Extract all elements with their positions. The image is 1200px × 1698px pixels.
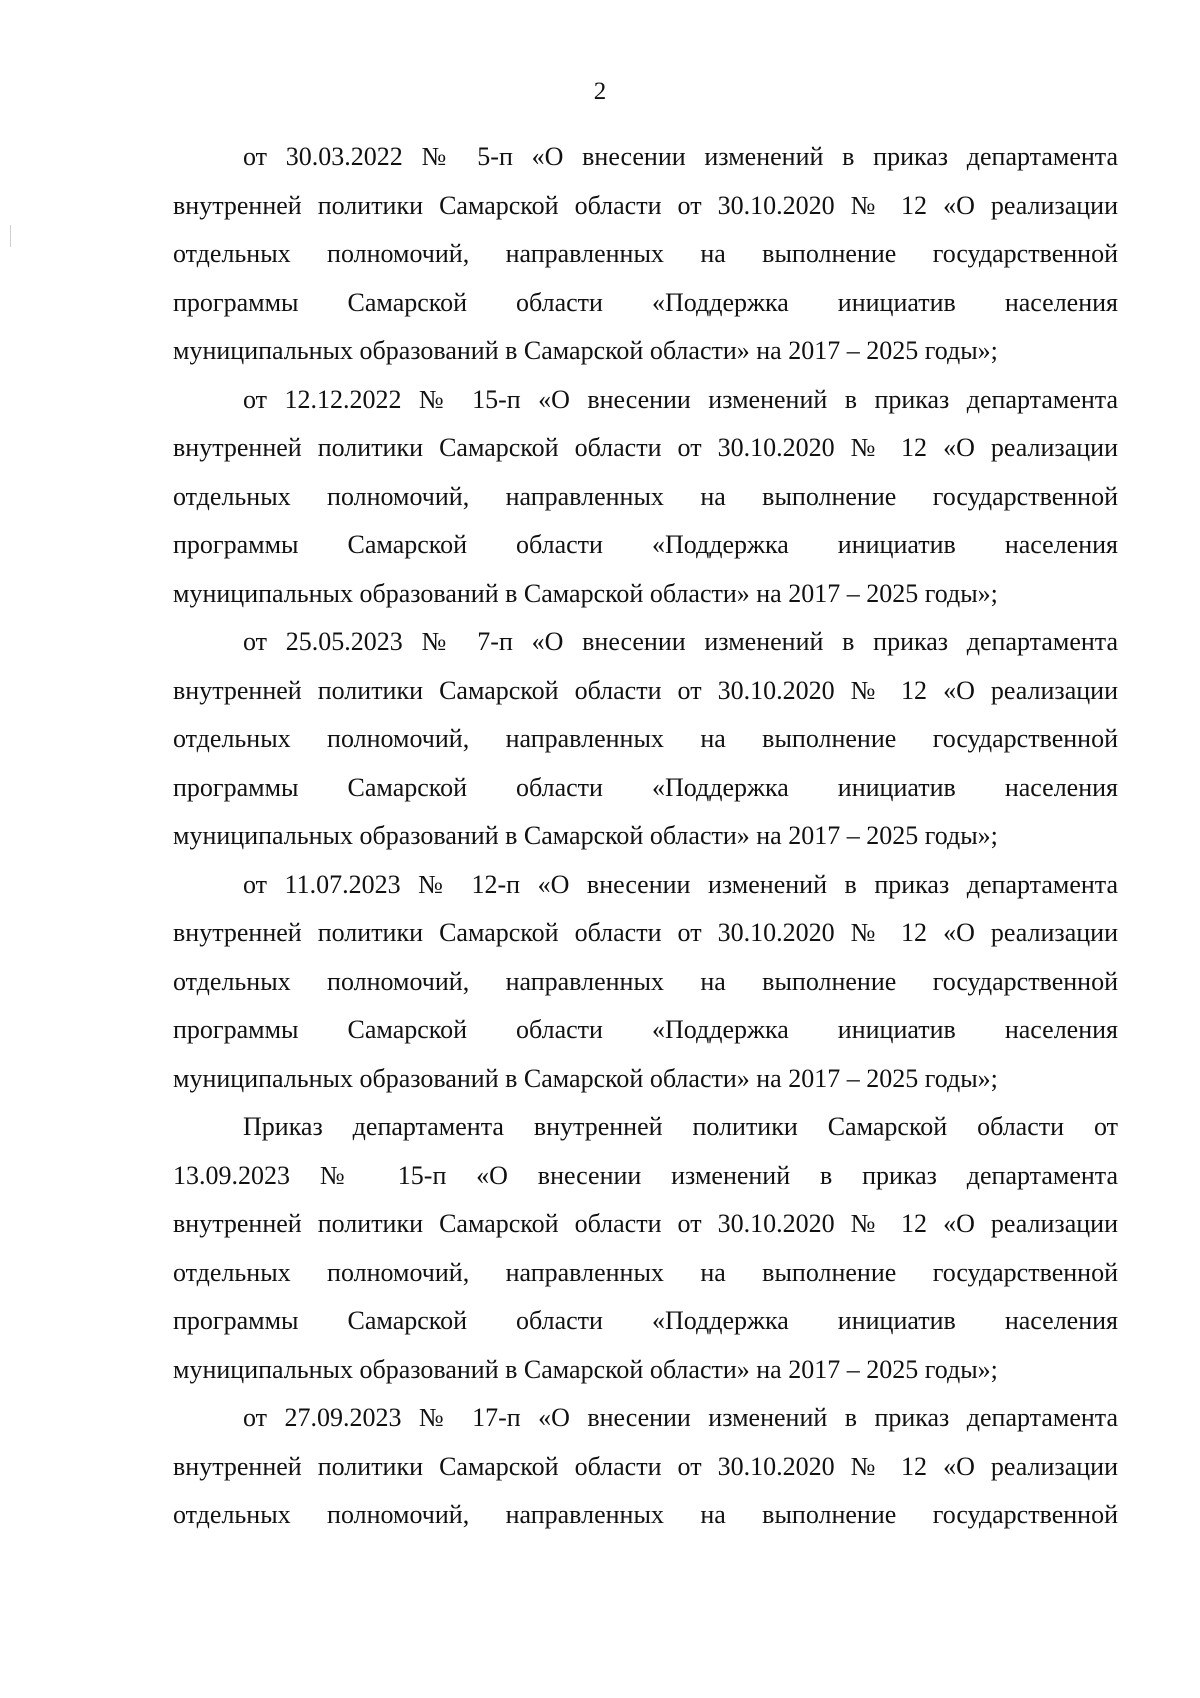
text-line: программы Самарской области «Поддержка инициатив населения bbox=[173, 772, 1118, 802]
paragraph bbox=[173, 861, 1118, 1104]
text-line: отдельных полномочий, направленных на выполнение государственной bbox=[173, 481, 1118, 511]
text-line: внутренней политики Самарской области от 30.10.2020 № 12 «О реализации bbox=[173, 675, 1118, 705]
text-line: внутренней политики Самарской области от 30.10.2020 № 12 «О реализации bbox=[173, 1451, 1118, 1481]
paragraph bbox=[173, 618, 1118, 861]
text-line: отдельных полномочий, направленных на выполнение государственной bbox=[173, 1500, 1118, 1529]
text-line: программы Самарской области «Поддержка инициатив населения bbox=[173, 1306, 1118, 1335]
text-line: от 12.12.2022 № 15-п «О внесении изменений в приказ департамента bbox=[243, 384, 1118, 414]
text-line: муниципальных образований в Самарской области» на 2017 – 2025 годы»; bbox=[173, 578, 998, 608]
text-line: внутренней политики Самарской области от 30.10.2020 № 12 «О реализации bbox=[173, 1209, 1118, 1238]
paragraph bbox=[173, 133, 1118, 376]
text-line: от 11.07.2023 № 12-п «О внесении изменений в приказ департамента bbox=[243, 869, 1118, 899]
paragraph bbox=[173, 1394, 1118, 1540]
document-body bbox=[173, 133, 1118, 1540]
text-line: внутренней политики Самарской области от 30.10.2020 № 12 «О реализации bbox=[173, 433, 1118, 462]
text-line: внутренней политики Самарской области от 30.10.2020 № 12 «О реализации bbox=[173, 190, 1118, 220]
text-line: муниципальных образований в Самарской области» на 2017 – 2025 годы»; bbox=[173, 821, 998, 850]
page-number: 2 bbox=[593, 78, 607, 105]
text-line: муниципальных образований в Самарской области» на 2017 – 2025 годы»; bbox=[173, 1354, 998, 1384]
text-line: отдельных полномочий, направленных на выполнение государственной bbox=[173, 1257, 1118, 1287]
text-line: программы Самарской области «Поддержка инициатив населения bbox=[173, 1015, 1118, 1044]
text-line: отдельных полномочий, направленных на выполнение государственной bbox=[173, 966, 1118, 996]
text-line: отдельных полномочий, направленных на выполнение государственной bbox=[173, 239, 1118, 268]
text-line: Приказ департамента внутренней политики Самарской области от bbox=[243, 1112, 1118, 1141]
text-line: от 25.05.2023 № 7-п «О внесении изменений в приказ департамента bbox=[243, 627, 1118, 656]
scan-artifact bbox=[10, 225, 11, 247]
text-line: программы Самарской области «Поддержка инициатив населения bbox=[173, 530, 1118, 559]
text-line: муниципальных образований в Самарской области» на 2017 – 2025 годы»; bbox=[173, 1063, 998, 1093]
text-line: от 30.03.2022 № 5-п «О внесении изменений в приказ департамента bbox=[243, 142, 1118, 171]
text-line: муниципальных образований в Самарской области» на 2017 – 2025 годы»; bbox=[173, 336, 998, 365]
text-line: внутренней политики Самарской области от 30.10.2020 № 12 «О реализации bbox=[173, 918, 1118, 947]
text-line: от 27.09.2023 № 17-п «О внесении изменений в приказ департамента bbox=[243, 1403, 1118, 1432]
paragraph bbox=[173, 376, 1118, 619]
paragraph bbox=[173, 1103, 1118, 1394]
text-line: отдельных полномочий, направленных на выполнение государственной bbox=[173, 724, 1118, 753]
text-line: программы Самарской области «Поддержка инициатив населения bbox=[173, 287, 1118, 317]
text-line: 13.09.2023 № 15-п «О внесении изменений в приказ департамента bbox=[173, 1160, 1118, 1190]
